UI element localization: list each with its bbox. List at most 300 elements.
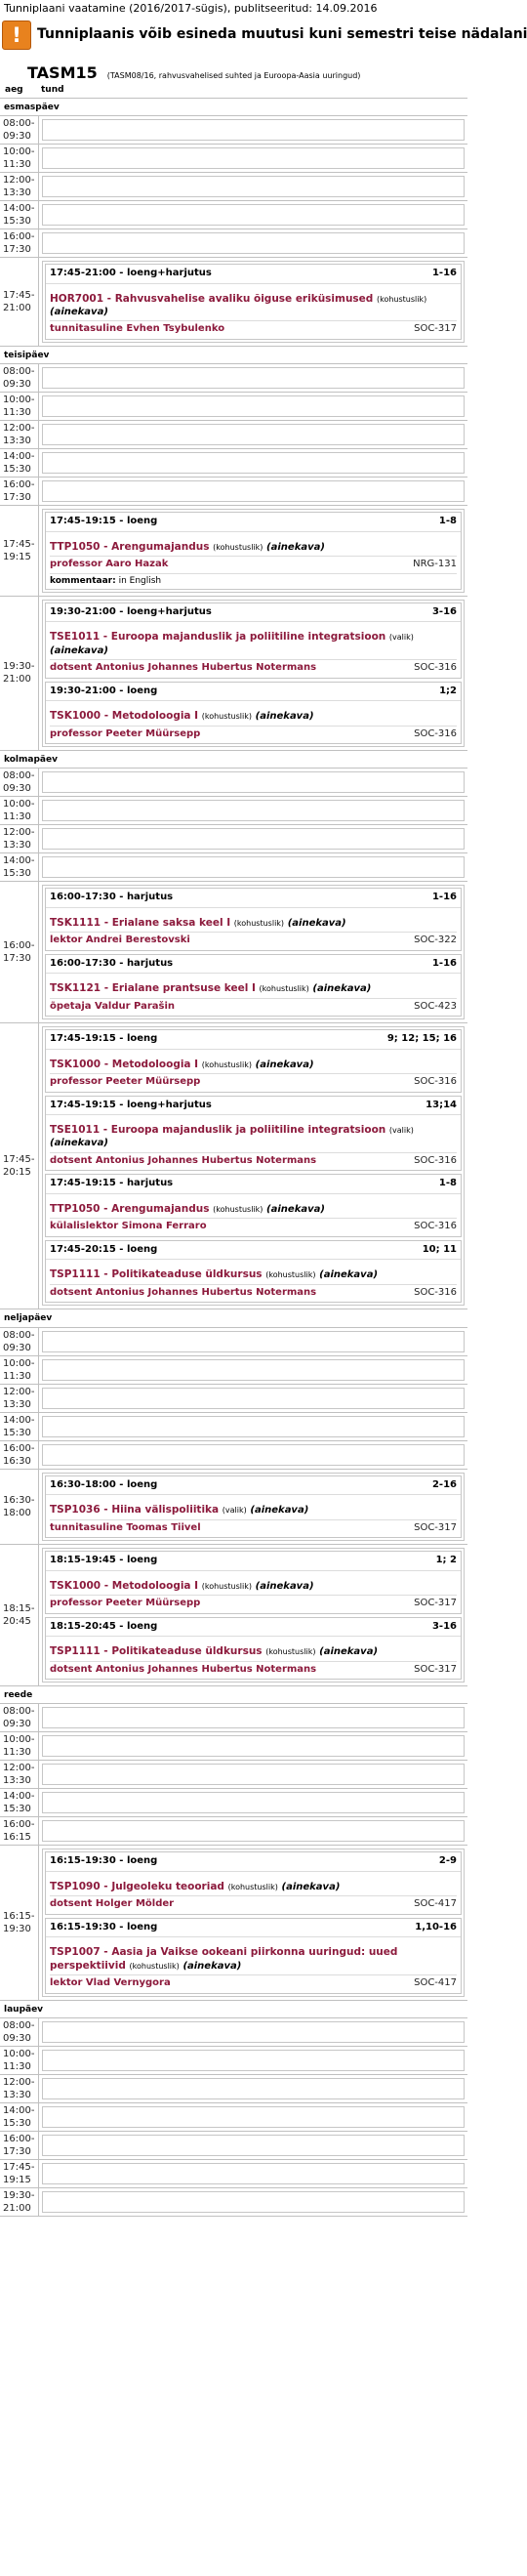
schedule-row bbox=[0, 1846, 467, 2000]
teacher-row bbox=[50, 1218, 457, 1234]
teacher-link[interactable]: professor Peeter Müürsepp bbox=[50, 1076, 201, 1088]
lesson-cell bbox=[42, 452, 465, 474]
subject-plan-link[interactable]: (ainekava) bbox=[50, 306, 108, 317]
lesson-time-type: 17:45-20:15 - loeng bbox=[50, 1243, 158, 1255]
lesson-time-type: 16:15-19:30 - loeng bbox=[50, 1921, 158, 1932]
time-slot: 08:00-09:30 bbox=[0, 2018, 39, 2046]
room-label: SOC-316 bbox=[414, 1221, 457, 1232]
time-slot: 16:00-16:15 bbox=[0, 1817, 39, 1845]
lesson-body bbox=[46, 284, 461, 339]
schedule-row bbox=[0, 1328, 467, 1356]
subject-tag: (kohustuslik) bbox=[201, 712, 252, 721]
time-slot: 10:00-11:30 bbox=[0, 1356, 39, 1384]
lesson-card bbox=[45, 264, 462, 340]
teacher-row bbox=[50, 1595, 457, 1611]
lesson-cell bbox=[42, 509, 465, 593]
subject-plan-link[interactable]: (ainekava) bbox=[312, 983, 372, 995]
lesson-cell bbox=[42, 395, 465, 417]
lesson-weeks: 9; 12; 15; 16 bbox=[386, 1033, 457, 1045]
schedule-row bbox=[0, 258, 467, 347]
lesson-cell bbox=[42, 1764, 465, 1785]
lesson-cell bbox=[42, 204, 465, 226]
room-label: SOC-423 bbox=[414, 1000, 457, 1012]
lesson-header bbox=[46, 1030, 461, 1050]
lesson-body bbox=[46, 701, 461, 743]
lesson-time: 16:00-17:30 bbox=[50, 892, 116, 903]
teacher-link[interactable]: lektor Andrei Berestovski bbox=[50, 935, 190, 946]
lesson-cell bbox=[42, 232, 465, 254]
lesson-time: 17:45-19:15 bbox=[50, 1178, 116, 1189]
schedule-row bbox=[0, 506, 467, 597]
time-slot: 17:45-20:15 bbox=[0, 1023, 39, 1309]
time-slot: 08:00-09:30 bbox=[0, 364, 39, 392]
lesson-weeks: 1-16 bbox=[431, 892, 457, 903]
lesson-body bbox=[46, 908, 461, 950]
room-label: SOC-317 bbox=[414, 1663, 457, 1675]
subject-tag: (kohustuslik) bbox=[233, 918, 285, 928]
lesson-cell bbox=[42, 828, 465, 850]
schedule-row bbox=[0, 1413, 467, 1441]
time-slot: 18:15-20:45 bbox=[0, 1545, 39, 1685]
time-slot: 12:00-13:30 bbox=[0, 173, 39, 200]
schedule-row bbox=[0, 229, 467, 258]
lesson-weeks: 1-16 bbox=[431, 268, 457, 279]
teacher-row bbox=[50, 932, 457, 948]
schedule-row bbox=[0, 1470, 467, 1546]
lesson-cell bbox=[42, 1548, 465, 1683]
lesson-time: 19:30-21:00 bbox=[50, 605, 116, 617]
subject-link[interactable]: TSK1111 - Erialane saksa keel I bbox=[50, 916, 231, 929]
lesson-weeks: 1-16 bbox=[431, 957, 457, 969]
schedule-row bbox=[0, 145, 467, 173]
time-slot: 16:15-19:30 bbox=[0, 1846, 39, 1999]
lesson-cell bbox=[42, 856, 465, 878]
lesson-cell bbox=[42, 1388, 465, 1409]
day-title: esmaspäev bbox=[0, 99, 467, 116]
lesson-weeks: 13;14 bbox=[426, 1099, 457, 1110]
lesson-weeks: 1; 2 bbox=[435, 1555, 457, 1566]
time-slot: 14:00-15:30 bbox=[0, 1789, 39, 1816]
time-slot: 08:00-09:30 bbox=[0, 1704, 39, 1731]
teacher-row bbox=[50, 1974, 457, 1991]
subject-plan-link[interactable]: (ainekava) bbox=[287, 917, 346, 929]
lesson-type: loeng bbox=[126, 516, 158, 527]
comment-label: kommentaar: bbox=[50, 575, 116, 586]
room-label: SOC-316 bbox=[414, 727, 457, 739]
time-slot: 17:45-19:15 bbox=[0, 2160, 39, 2187]
subject-plan-link[interactable]: (ainekava) bbox=[50, 644, 108, 656]
lesson-card bbox=[45, 1174, 462, 1237]
lesson-card bbox=[45, 1617, 462, 1681]
lesson-time: 19:30-21:00 bbox=[50, 685, 116, 696]
lesson-card bbox=[45, 1918, 462, 1994]
schedule-row bbox=[0, 2160, 467, 2188]
lesson-type: loeng bbox=[126, 1478, 158, 1490]
teacher-row bbox=[50, 726, 457, 742]
room-label: SOC-316 bbox=[414, 1286, 457, 1298]
schedule-row bbox=[0, 1817, 467, 1846]
lesson-type: loeng bbox=[126, 1033, 158, 1045]
subject-tag: (kohustuslik) bbox=[265, 1647, 316, 1657]
teacher-link[interactable]: dotsent Holger Mölder bbox=[50, 1898, 175, 1910]
time-slot: 12:00-13:30 bbox=[0, 421, 39, 448]
lesson-card bbox=[45, 1475, 462, 1539]
lesson-body bbox=[46, 1050, 461, 1092]
lesson-card bbox=[45, 1851, 462, 1915]
teacher-link[interactable]: dotsent Antonius Johannes Hubertus Notermans bbox=[50, 1154, 317, 1166]
time-slot: 14:00-15:30 bbox=[0, 449, 39, 477]
lesson-time: 17:45-20:15 bbox=[50, 1243, 116, 1255]
lesson-header bbox=[46, 1618, 461, 1638]
lesson-time-type: 17:45-19:15 - loeng bbox=[50, 516, 158, 527]
lesson-time-type: 18:15-19:45 - loeng bbox=[50, 1555, 158, 1566]
lesson-header bbox=[46, 1852, 461, 1872]
lesson-type: harjutus bbox=[126, 957, 174, 969]
subject-tag: (valik) bbox=[388, 633, 414, 643]
subject-plan-link[interactable]: (ainekava) bbox=[319, 1269, 379, 1281]
teacher-link[interactable]: tunnitasuline Toomas Tiivel bbox=[50, 1521, 201, 1533]
time-slot: 19:30-21:00 bbox=[0, 597, 39, 750]
warning-text: Tunniplaanis võib esineda muutusi kuni semestri teise nädalani bbox=[37, 26, 527, 42]
lesson-card bbox=[45, 1551, 462, 1614]
teacher-link[interactable]: tunnitasuline Evhen Tsybulenko bbox=[50, 323, 225, 335]
time-slot: 17:45-19:15 bbox=[0, 506, 39, 596]
teacher-row bbox=[50, 556, 457, 572]
lesson-cell bbox=[42, 1820, 465, 1842]
subject-link[interactable]: TSE1011 - Euroopa majanduslik ja poliitiline integratsioon bbox=[50, 1124, 386, 1137]
schedule-row bbox=[0, 478, 467, 506]
subject-link[interactable]: TSP1090 - Julgeoleku teooriad bbox=[50, 1880, 224, 1892]
lesson-type: harjutus bbox=[126, 892, 174, 903]
subject-plan-link[interactable]: (ainekava) bbox=[255, 1580, 314, 1592]
lesson-body bbox=[46, 1194, 461, 1236]
column-header bbox=[0, 85, 467, 99]
subject-tag: (kohustuslik) bbox=[376, 294, 427, 304]
subject-tag: (kohustuslik) bbox=[259, 984, 309, 994]
time-slot: 10:00-11:30 bbox=[0, 393, 39, 420]
time-slot: 16:00-17:30 bbox=[0, 2132, 39, 2159]
subject-line bbox=[50, 1504, 457, 1517]
subject-plan-link[interactable]: (ainekava) bbox=[255, 1059, 314, 1070]
lesson-time-type: 18:15-20:45 - loeng bbox=[50, 1620, 158, 1632]
subject-tag: (kohustuslik) bbox=[201, 1059, 252, 1069]
lesson-body bbox=[46, 1937, 461, 1992]
time-slot: 08:00-09:30 bbox=[0, 116, 39, 144]
teacher-link[interactable]: külalislektor Simona Ferraro bbox=[50, 1221, 207, 1232]
comment-text: in English bbox=[118, 575, 162, 586]
lesson-time-type: 17:45-21:00 - loeng+harjutus bbox=[50, 268, 212, 279]
schedule-row bbox=[0, 201, 467, 229]
subject-link[interactable]: TSP1007 - Aasia ja Vaikse ookeani piirkonna uuringud: uued perspektiivid bbox=[50, 1946, 398, 1972]
lesson-weeks: 1,10-16 bbox=[415, 1921, 457, 1932]
lesson-cell bbox=[42, 2135, 465, 2156]
subject-plan-link[interactable]: (ainekava) bbox=[266, 1203, 325, 1215]
lesson-header bbox=[46, 1097, 461, 1116]
time-slot: 14:00-15:30 bbox=[0, 2103, 39, 2131]
lesson-weeks: 3-16 bbox=[431, 605, 457, 617]
lesson-cell bbox=[42, 2078, 465, 2099]
lesson-body bbox=[46, 622, 461, 677]
lesson-header bbox=[46, 513, 461, 532]
day-title: laupäev bbox=[0, 2001, 467, 2018]
lesson-time: 16:30-18:00 bbox=[50, 1478, 116, 1490]
teacher-row bbox=[50, 1519, 457, 1536]
time-slot: 16:30-18:00 bbox=[0, 1470, 39, 1545]
lesson-cell bbox=[42, 1735, 465, 1757]
time-slot: 10:00-11:30 bbox=[0, 2047, 39, 2074]
schedule-row bbox=[0, 853, 467, 882]
schedule-days bbox=[0, 99, 467, 2217]
time-slot: 17:45-21:00 bbox=[0, 258, 39, 346]
subject-plan-link[interactable]: (ainekava) bbox=[182, 1960, 242, 1972]
schedule-row bbox=[0, 364, 467, 393]
lesson-weeks: 2-9 bbox=[438, 1855, 457, 1867]
lesson-body bbox=[46, 1872, 461, 1914]
schedule-row bbox=[0, 2018, 467, 2047]
lesson-time: 17:45-19:15 bbox=[50, 516, 116, 527]
day-title: neljapäev bbox=[0, 1309, 467, 1327]
subject-line bbox=[50, 1881, 457, 1894]
lesson-body bbox=[46, 1260, 461, 1302]
subject-line bbox=[50, 631, 457, 657]
room-label: SOC-317 bbox=[414, 323, 457, 335]
room-label: SOC-316 bbox=[414, 1154, 457, 1166]
subject-plan-link[interactable]: (ainekava) bbox=[50, 1138, 108, 1149]
teacher-row bbox=[50, 1152, 457, 1169]
room-label: SOC-317 bbox=[414, 1598, 457, 1609]
subject-line bbox=[50, 710, 457, 724]
lesson-time: 16:15-19:30 bbox=[50, 1855, 116, 1867]
teacher-row bbox=[50, 659, 457, 676]
warning-banner bbox=[2, 21, 527, 50]
subject-link[interactable]: TTP1050 - Arengumajandus bbox=[50, 1202, 210, 1215]
lesson-header bbox=[46, 955, 461, 975]
schedule-row bbox=[0, 1761, 467, 1789]
lesson-cell bbox=[42, 119, 465, 141]
schedule-row bbox=[0, 825, 467, 853]
subject-tag: (kohustuslik) bbox=[129, 1961, 180, 1971]
schedule-row bbox=[0, 597, 467, 751]
subject-link[interactable]: TSP1036 - Hiina välispoliitika bbox=[50, 1504, 220, 1517]
teacher-row bbox=[50, 1895, 457, 1912]
time-slot: 16:00-16:30 bbox=[0, 1441, 39, 1469]
time-slot: 12:00-13:30 bbox=[0, 1385, 39, 1412]
subject-tag: (kohustuslik) bbox=[213, 542, 264, 552]
lesson-time: 16:00-17:30 bbox=[50, 957, 116, 969]
subject-line bbox=[50, 1203, 457, 1217]
subject-plan-link[interactable]: (ainekava) bbox=[250, 1505, 309, 1517]
teacher-link[interactable]: õpetaja Valdur Parašin bbox=[50, 1000, 176, 1012]
room-label: SOC-417 bbox=[414, 1898, 457, 1910]
lesson-cell bbox=[42, 600, 465, 747]
subject-line bbox=[50, 917, 457, 931]
lesson-body bbox=[46, 974, 461, 1016]
time-slot: 14:00-15:30 bbox=[0, 1413, 39, 1440]
schedule-row bbox=[0, 1023, 467, 1309]
lesson-type: loeng+harjutus bbox=[126, 605, 212, 617]
warning-icon: ! bbox=[2, 21, 31, 50]
schedule-row bbox=[0, 769, 467, 797]
lesson-time: 17:45-19:15 bbox=[50, 1033, 116, 1045]
group-description: (TASM08/16, rahvusvahelised suhted ja Euroopa-Aasia uuringud) bbox=[106, 70, 361, 80]
subject-line bbox=[50, 1580, 457, 1594]
schedule-row bbox=[0, 393, 467, 421]
lesson-body bbox=[46, 532, 461, 589]
teacher-row bbox=[50, 1284, 457, 1301]
teacher-row bbox=[50, 1661, 457, 1678]
schedule-row bbox=[0, 173, 467, 201]
lesson-cell bbox=[42, 1359, 465, 1381]
lesson-header bbox=[46, 1241, 461, 1261]
subject-link[interactable]: TSE1011 - Euroopa majanduslik ja poliitiline integratsioon bbox=[50, 631, 386, 644]
lesson-cell bbox=[42, 1444, 465, 1466]
subject-link[interactable]: TSK1000 - Metodoloogia I bbox=[50, 1579, 199, 1592]
lesson-cell bbox=[42, 1473, 465, 1542]
lesson-cell bbox=[42, 1792, 465, 1813]
time-slot: 16:00-17:30 bbox=[0, 229, 39, 257]
schedule-row bbox=[0, 882, 467, 1023]
subject-link[interactable]: HOR7001 - Rahvusvahelise avaliku õiguse eriküsimused bbox=[50, 292, 374, 305]
lesson-card bbox=[45, 954, 462, 1018]
lesson-header bbox=[46, 1919, 461, 1938]
time-slot: 12:00-13:30 bbox=[0, 825, 39, 852]
lesson-time: 18:15-20:45 bbox=[50, 1620, 116, 1632]
time-slot: 12:00-13:30 bbox=[0, 2075, 39, 2102]
subject-tag: (valik) bbox=[388, 1126, 414, 1136]
subject-plan-link[interactable]: (ainekava) bbox=[281, 1881, 341, 1892]
room-label: SOC-322 bbox=[414, 935, 457, 946]
teacher-row bbox=[50, 1073, 457, 1090]
lesson-time-type: 16:30-18:00 - loeng bbox=[50, 1478, 158, 1490]
time-slot: 10:00-11:30 bbox=[0, 145, 39, 172]
lesson-cell bbox=[42, 1849, 465, 1996]
subject-link[interactable]: TSK1000 - Metodoloogia I bbox=[50, 710, 199, 722]
lesson-time: 18:15-19:45 bbox=[50, 1555, 116, 1566]
lesson-type: loeng bbox=[126, 1921, 158, 1932]
lesson-time-type: 19:30-21:00 - loeng+harjutus bbox=[50, 605, 212, 617]
subject-tag: (kohustuslik) bbox=[213, 1204, 264, 1214]
lesson-weeks: 10; 11 bbox=[422, 1243, 457, 1255]
subject-line bbox=[50, 1645, 457, 1659]
lesson-header bbox=[46, 683, 461, 702]
schedule-row bbox=[0, 1441, 467, 1470]
lesson-time-type: 16:00-17:30 - harjutus bbox=[50, 957, 174, 969]
lesson-header bbox=[46, 265, 461, 284]
lesson-type: loeng bbox=[126, 1555, 158, 1566]
lesson-cell bbox=[42, 261, 465, 343]
time-slot: 10:00-11:30 bbox=[0, 797, 39, 824]
lesson-cell bbox=[42, 1026, 465, 1306]
time-slot: 16:00-17:30 bbox=[0, 882, 39, 1022]
lesson-card bbox=[45, 1096, 462, 1172]
subject-plan-link[interactable]: (ainekava) bbox=[255, 711, 314, 722]
lesson-type: loeng+harjutus bbox=[126, 268, 212, 279]
room-label: SOC-417 bbox=[414, 1977, 457, 1988]
lesson-cell bbox=[42, 1331, 465, 1352]
schedule-row bbox=[0, 2075, 467, 2103]
schedule-row bbox=[0, 1789, 467, 1817]
teacher-link[interactable]: professor Peeter Müürsepp bbox=[50, 727, 201, 739]
time-slot: 08:00-09:30 bbox=[0, 1328, 39, 1355]
teacher-link[interactable]: professor Aaro Hazak bbox=[50, 559, 169, 570]
column-lesson-header: tund bbox=[41, 84, 64, 95]
subject-link[interactable]: TSK1121 - Erialane prantsuse keel I bbox=[50, 982, 256, 995]
subject-plan-link[interactable]: (ainekava) bbox=[266, 541, 325, 553]
room-label: SOC-317 bbox=[414, 1521, 457, 1533]
day-title: kolmapäev bbox=[0, 751, 467, 769]
lesson-weeks: 1-8 bbox=[438, 1178, 457, 1189]
time-slot: 19:30-21:00 bbox=[0, 2188, 39, 2216]
subject-link[interactable]: TTP1050 - Arengumajandus bbox=[50, 540, 210, 553]
lesson-cell bbox=[42, 2050, 465, 2071]
page-title: Tunniplaani vaatamine (2016/2017-sügis), publitseeritud: 14.09.2016 bbox=[4, 2, 378, 15]
subject-line bbox=[50, 293, 457, 319]
teacher-row bbox=[50, 998, 457, 1015]
lesson-body bbox=[46, 1115, 461, 1170]
lesson-card bbox=[45, 1240, 462, 1304]
time-slot: 14:00-15:30 bbox=[0, 853, 39, 881]
time-slot: 14:00-15:30 bbox=[0, 201, 39, 229]
subject-link[interactable]: TSP1111 - Politikateaduse üldkursus bbox=[50, 1268, 263, 1281]
time-slot: 10:00-11:30 bbox=[0, 1732, 39, 1760]
schedule-row bbox=[0, 421, 467, 449]
lesson-body bbox=[46, 1495, 461, 1537]
subject-line bbox=[50, 1059, 457, 1072]
subject-plan-link[interactable]: (ainekava) bbox=[319, 1646, 379, 1658]
time-slot: 16:00-17:30 bbox=[0, 478, 39, 505]
lesson-time-type: 19:30-21:00 - loeng bbox=[50, 685, 158, 696]
lesson-weeks: 3-16 bbox=[431, 1620, 457, 1632]
lesson-type: loeng+harjutus bbox=[126, 1099, 212, 1110]
lesson-cell bbox=[42, 2191, 465, 2213]
lesson-type: loeng bbox=[126, 1620, 158, 1632]
subject-tag: (kohustuslik) bbox=[201, 1581, 252, 1591]
lesson-time-type: 17:45-19:15 - loeng bbox=[50, 1033, 158, 1045]
lesson-cell bbox=[42, 480, 465, 502]
teacher-link[interactable]: dotsent Antonius Johannes Hubertus Notermans bbox=[50, 662, 317, 673]
group-heading bbox=[27, 63, 467, 83]
lesson-cell bbox=[42, 800, 465, 821]
day-title: teisipäev bbox=[0, 347, 467, 364]
subject-link[interactable]: TSK1000 - Metodoloogia I bbox=[50, 1058, 199, 1070]
lesson-time: 17:45-21:00 bbox=[50, 268, 116, 279]
lesson-header bbox=[46, 1175, 461, 1194]
subject-line bbox=[50, 1268, 457, 1282]
lesson-type: harjutus bbox=[126, 1178, 174, 1189]
subject-tag: (valik) bbox=[222, 1506, 247, 1516]
lesson-body bbox=[46, 1571, 461, 1613]
subject-line bbox=[50, 1124, 457, 1150]
schedule-row bbox=[0, 2188, 467, 2217]
lesson-cell bbox=[42, 1416, 465, 1437]
subject-link[interactable]: TSP1111 - Politikateaduse üldkursus bbox=[50, 1645, 263, 1658]
day-title: reede bbox=[0, 1686, 467, 1704]
teacher-link[interactable]: dotsent Antonius Johannes Hubertus Notermans bbox=[50, 1286, 317, 1298]
lesson-body bbox=[46, 1637, 461, 1679]
subject-line bbox=[50, 541, 457, 555]
schedule-row bbox=[0, 2132, 467, 2160]
lesson-weeks: 1;2 bbox=[439, 685, 457, 696]
lesson-time: 17:45-19:15 bbox=[50, 1099, 116, 1110]
lesson-time-type: 16:00-17:30 - harjutus bbox=[50, 892, 174, 903]
schedule-row bbox=[0, 1385, 467, 1413]
lesson-card bbox=[45, 682, 462, 745]
lesson-card bbox=[45, 1029, 462, 1093]
teacher-link[interactable]: lektor Vlad Vernygora bbox=[50, 1977, 171, 1988]
teacher-link[interactable]: professor Peeter Müürsepp bbox=[50, 1598, 201, 1609]
column-time-header: aeg bbox=[5, 84, 23, 95]
teacher-link[interactable]: dotsent Antonius Johannes Hubertus Notermans bbox=[50, 1663, 317, 1675]
